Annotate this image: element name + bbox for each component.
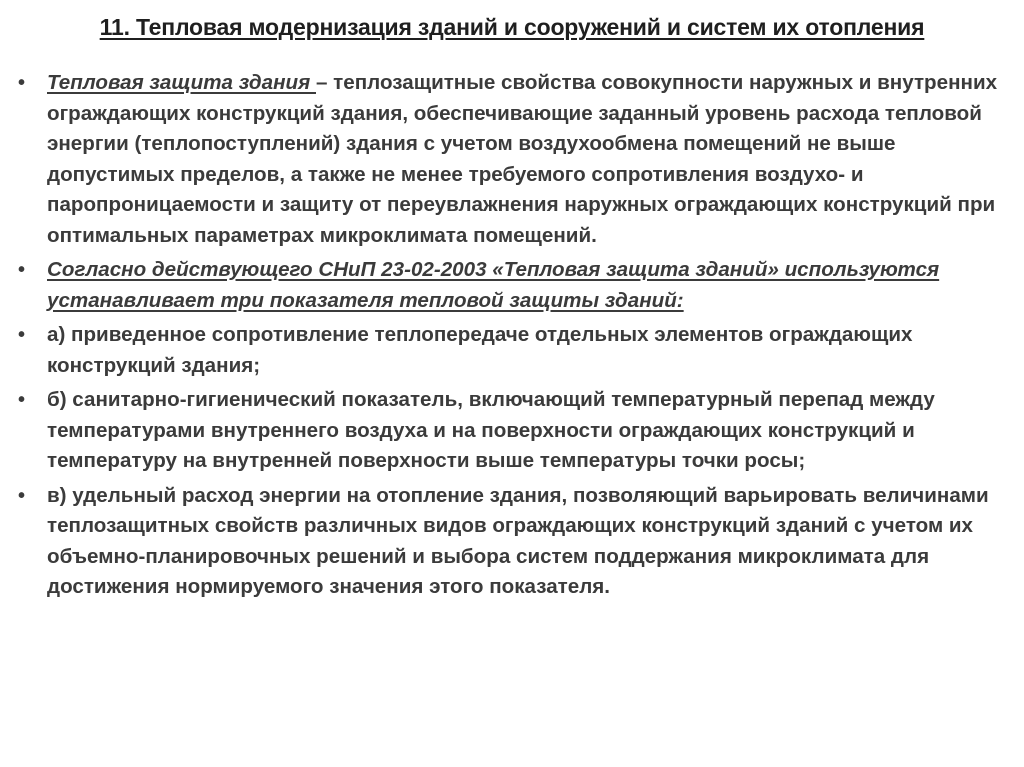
- slide-title-text: 11. Тепловая модернизация зданий и сооружений и систем их отопления: [99, 14, 925, 40]
- bullet-item-a: [18, 320, 1013, 381]
- bullet-icon: •: [18, 484, 26, 507]
- bullet-icon: •: [18, 389, 26, 411]
- bullet-item-snip: [18, 255, 1013, 316]
- item-c-text: в) удельный расход энергии на отопление здания, позволяющий варьировать величинами теплозащитных свойств различных видов ограждающих конструкций зданий с учетом их объемно-планировочных решений и выбора систем поддержания микроклимата для достижения нормируемого значения этого показателя.: [47, 483, 989, 598]
- bullet-item-b: [18, 385, 1013, 477]
- item-b-text: б) санитарно-гигиенический показатель, включающий температурный перепад между температурами внутреннего воздуха и на поверхности ограждающих конструкций и температуру на внутренней поверхности выше температуры точки росы;: [47, 388, 935, 472]
- definition-term: Тепловая защита здания: [47, 71, 316, 94]
- bullet-icon: •: [18, 72, 26, 94]
- bullet-item-definition: [18, 68, 1013, 251]
- bullet-icon: •: [18, 324, 26, 346]
- bullet-list: [18, 68, 1013, 607]
- snip-text: Согласно действующего СНиП 23-02-2003 «Тепловая защита зданий» используются устанавливает три показателя тепловой защиты зданий:: [47, 258, 940, 312]
- bullet-item-c: [18, 481, 1013, 603]
- bullet-icon: •: [18, 259, 26, 281]
- item-a-text: а) приведенное сопротивление теплопередаче отдельных элементов ограждающих конструкций здания;: [47, 323, 913, 377]
- definition-text: – теплозащитные свойства совокупности наружных и внутренних ограждающих конструкций здания, обеспечивающие заданный уровень расхода тепловой энергии (теплопоступлений) здания с учетом воздухообмена помещений не выше допустимых пределов, а также не менее требуемого сопротивления воздухо- и паропроницаемости и защиту от переувлажнения наружных ограждающих конструкций при оптимальных параметрах микроклимата помещений.: [47, 71, 998, 247]
- slide-title: [0, 14, 1024, 41]
